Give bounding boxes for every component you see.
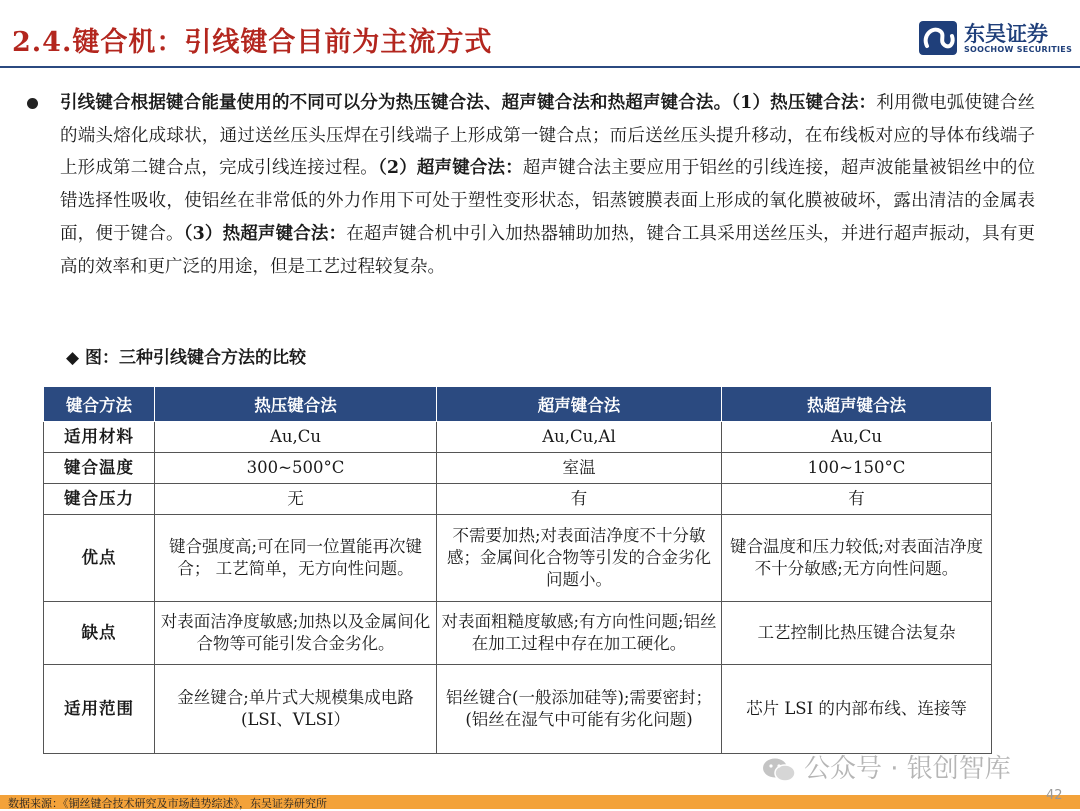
method3-label: （3）热超声键合法： [183,223,347,244]
page-number: 42 [1046,788,1063,803]
table-cell: 金丝键合;单片式大规模集成电路(LSI、VLSI） [155,665,437,754]
method2-text: 超声键合法主要应用于铝丝的引线连接，超声波能量被铝丝中的位错选择性吸收，使铝丝在非常低的外力作用下可处于塑性变形状态，铝蒸镀膜表面上形成的氧化膜被破坏，露出清洁的金属表面，便于键合。 [60,158,1036,244]
logo-english-name: SOOCHOW SECURITIES [964,45,1073,54]
table-row [44,602,992,665]
header-cell: 超声键合法 [437,387,722,422]
watermark [762,748,1011,785]
table-row [44,422,992,453]
header-cell: 热超声键合法 [722,387,992,422]
table-cell: 不需要加热;对表面洁净度不十分敏感；金属间化合物等引发的合金劣化问题小。 [437,515,722,602]
logo-chinese-name: 东吴证券 [964,22,1048,46]
header-divider [0,66,1080,68]
table-cell: 键合强度高;可在同一位置能再次键合； 工艺简单，无方向性问题。 [155,515,437,602]
table-cell: 100~150°C [722,453,992,484]
table-cell: 有 [437,484,722,515]
method3-text: 在超声键合机中引入加热器辅助加热，键合工具采用送丝压头，并进行超声振动，具有更高的效率和更广泛的用途，但是工艺过程较复杂。 [60,223,1035,277]
method1-text: 利用微电弧使键合丝的端头熔化成球状，通过送丝压头压焊在引线端子上形成第一键合点；而后送丝压头提升移动，在布线板对应的导体布线端子上形成第二键合点，完成引线连接过程。 [60,93,1036,179]
data-source: 数据来源：《铜丝键合技术研究及市场趋势综述》，东吴证券研究所 [8,797,327,810]
table-cell: 铝丝键合(一般添加硅等);需要密封；(铝丝在湿气中可能有劣化问题) [437,665,722,754]
table-cell: 室温 [437,453,722,484]
table-row [44,515,992,602]
company-logo [918,18,1073,58]
table-row [44,453,992,484]
method1-label: （1）热压键合法： [731,93,877,113]
table-cell: 有 [722,484,992,515]
table-cell: Au,Cu,Al [437,422,722,453]
table-cell: 对表面粗糙度敏感;有方向性问题;铝丝在加工过程中存在加工硬化。 [437,602,722,665]
table-cell: Au,Cu [722,422,992,453]
row-label: 缺点 [44,602,155,665]
table-cell: 键合温度和压力较低;对表面洁净度不十分敏感;无方向性问题。 [722,515,992,602]
method2-label: （2）超声键合法： [377,158,523,179]
table-header-row [44,387,992,422]
row-label: 适用范围 [44,665,155,754]
body-paragraph [60,87,1035,283]
header-cell: 键合方法 [44,387,155,422]
wechat-icon [762,757,796,783]
table-row [44,484,992,515]
table-cell: Au,Cu [155,422,437,453]
table-row [44,665,992,754]
table-cell: 芯片 LSI 的内部布线、连接等 [722,665,992,754]
header-cell: 热压键合法 [155,387,437,422]
intro-text: 引线键合根据键合能量使用的不同可以分为热压键合法、超声键合法和热超声键合法。 [60,93,732,113]
comparison-table [43,386,992,754]
row-label: 优点 [44,515,155,602]
table-cell: 300~500°C [155,453,437,484]
row-label: 键合温度 [44,453,155,484]
watermark-text: 公众号 · 银创智库 [804,754,1011,784]
table-cell: 工艺控制比热压键合法复杂 [722,602,992,665]
row-label: 键合压力 [44,484,155,515]
page-title: 2.4.键合机：引线键合目前为主流方式 [12,27,493,58]
soochow-logo-icon [918,20,958,56]
figure-caption: ◆ 图：三种引线键合方法的比较 [66,348,306,368]
row-label: 适用材料 [44,422,155,453]
bullet-icon [27,98,38,109]
table-cell: 对表面洁净度敏感;加热以及金属间化合物等可能引发合金劣化。 [155,602,437,665]
table-cell: 无 [155,484,437,515]
